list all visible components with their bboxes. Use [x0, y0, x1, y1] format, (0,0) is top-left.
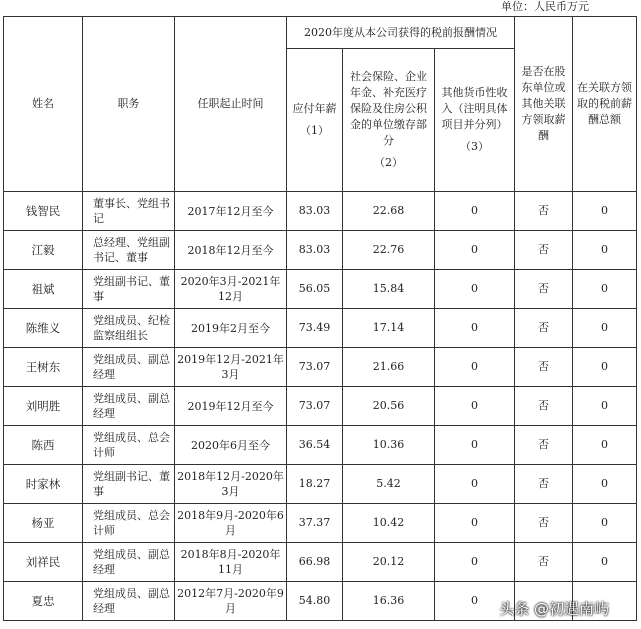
cell-term: 2020年6月至今 — [175, 426, 287, 465]
cell-term: 2019年2月至今 — [175, 309, 287, 348]
table-row — [4, 309, 637, 348]
watermark: 头条 @初遇南屿 — [499, 600, 609, 618]
cell-salary: 83.03 — [287, 192, 343, 231]
header-social — [343, 49, 435, 192]
cell-shareholder: 否 — [515, 192, 573, 231]
cell-term: 2018年12月-2020年3月 — [175, 465, 287, 504]
cell-salary: 56.05 — [287, 270, 343, 309]
header-salary — [287, 49, 343, 192]
cell-other: 0 — [435, 504, 515, 543]
cell-shareholder: 否 — [515, 543, 573, 582]
cell-name: 钱智民 — [4, 192, 83, 231]
cell-other: 0 — [435, 582, 515, 621]
cell-salary: 66.98 — [287, 543, 343, 582]
cell-term: 2020年3月-2021年12月 — [175, 270, 287, 309]
cell-shareholder: 否 — [515, 270, 573, 309]
cell-term: 2018年8月-2020年11月 — [175, 543, 287, 582]
cell-other: 0 — [435, 543, 515, 582]
cell-other: 0 — [435, 192, 515, 231]
cell-position: 党组成员、副总经理 — [83, 543, 175, 582]
cell-term: 2017年12月至今 — [175, 192, 287, 231]
table-row — [4, 465, 637, 504]
table-row — [4, 231, 637, 270]
table-row — [4, 192, 637, 231]
cell-social: 22.68 — [343, 192, 435, 231]
cell-shareholder: 否 — [515, 231, 573, 270]
cell-salary: 73.07 — [287, 348, 343, 387]
cell-other: 0 — [435, 465, 515, 504]
cell-salary: 83.03 — [287, 231, 343, 270]
cell-position: 党组成员、总会计师 — [83, 504, 175, 543]
cell-social: 10.36 — [343, 426, 435, 465]
cell-name: 江毅 — [4, 231, 83, 270]
cell-related: 0 — [573, 465, 637, 504]
cell-term: 2019年12月-2021年3月 — [175, 348, 287, 387]
cell-position: 党组副书记、董事 — [83, 270, 175, 309]
header-social-label: 社会保险、企业年金、补充医疗保险及住房公积金的单位缴存部分 — [350, 70, 427, 147]
header-term: 任职起止时间 — [175, 17, 287, 192]
header-salary-label: 应付年薪 — [292, 102, 337, 115]
header-other — [435, 49, 515, 192]
cell-social: 5.42 — [343, 465, 435, 504]
cell-position: 党组成员、副总经理 — [83, 348, 175, 387]
cell-name: 陈西 — [4, 426, 83, 465]
cell-related: 0 — [573, 231, 637, 270]
cell-related: 0 — [573, 543, 637, 582]
table-row — [4, 543, 637, 582]
header-name: 姓名 — [4, 17, 83, 192]
header-compensation-group: 2020年度从本公司获得的税前报酬情况 — [287, 17, 515, 49]
cell-shareholder: 否 — [515, 309, 573, 348]
cell-name: 王树东 — [4, 348, 83, 387]
header-related-pay: 在关联方领取的税前薪酬总额 — [573, 17, 637, 192]
cell-position: 党组成员、副总经理 — [83, 582, 175, 621]
cell-salary: 18.27 — [287, 465, 343, 504]
table-body — [4, 192, 637, 621]
cell-social: 22.76 — [343, 231, 435, 270]
cell-related: 0 — [573, 348, 637, 387]
cell-shareholder: 否 — [515, 426, 573, 465]
cell-salary: 37.37 — [287, 504, 343, 543]
cell-position: 董事长、党组书记 — [83, 192, 175, 231]
cell-salary: 54.80 — [287, 582, 343, 621]
cell-other: 0 — [435, 231, 515, 270]
cell-name: 时家林 — [4, 465, 83, 504]
cell-shareholder: 否 — [515, 465, 573, 504]
cell-position: 总经理、党组副书记、董事 — [83, 231, 175, 270]
header-salary-no: （1） — [300, 124, 329, 137]
cell-related: 0 — [573, 309, 637, 348]
unit-label: 单位：人民币万元 — [501, 0, 589, 13]
table-row — [4, 504, 637, 543]
cell-position: 党组成员、副总经理 — [83, 387, 175, 426]
table-row — [4, 426, 637, 465]
cell-salary: 73.49 — [287, 309, 343, 348]
table-row — [4, 387, 637, 426]
cell-other: 0 — [435, 387, 515, 426]
cell-social: 20.12 — [343, 543, 435, 582]
cell-related: 0 — [573, 426, 637, 465]
cell-related: 0 — [573, 192, 637, 231]
cell-term: 2018年12月至今 — [175, 231, 287, 270]
cell-social: 20.56 — [343, 387, 435, 426]
cell-position: 党组副书记、董事 — [83, 465, 175, 504]
cell-social: 17.14 — [343, 309, 435, 348]
cell-other: 0 — [435, 426, 515, 465]
cell-name: 刘祥民 — [4, 543, 83, 582]
cell-name: 刘明胜 — [4, 387, 83, 426]
cell-social: 21.66 — [343, 348, 435, 387]
cell-term: 2018年9月-2020年6月 — [175, 504, 287, 543]
header-position: 职务 — [83, 17, 175, 192]
cell-salary: 36.54 — [287, 426, 343, 465]
cell-other: 0 — [435, 270, 515, 309]
cell-position: 党组成员、纪检监察组组长 — [83, 309, 175, 348]
cell-social: 10.42 — [343, 504, 435, 543]
cell-term: 2012年7月-2020年9月 — [175, 582, 287, 621]
header-social-no: （2） — [374, 156, 403, 169]
cell-other: 0 — [435, 348, 515, 387]
table-header — [4, 17, 637, 192]
cell-social: 15.84 — [343, 270, 435, 309]
table-row — [4, 348, 637, 387]
cell-name: 陈维义 — [4, 309, 83, 348]
cell-salary: 73.07 — [287, 387, 343, 426]
cell-shareholder: 否 — [515, 504, 573, 543]
cell-related: 0 — [573, 270, 637, 309]
cell-social: 16.36 — [343, 582, 435, 621]
cell-shareholder: 否 — [515, 348, 573, 387]
table-row — [4, 270, 637, 309]
cell-name: 夏忠 — [4, 582, 83, 621]
cell-related: 0 — [573, 504, 637, 543]
cell-position: 党组成员、总会计师 — [83, 426, 175, 465]
compensation-table — [3, 16, 637, 621]
cell-name: 祖斌 — [4, 270, 83, 309]
header-shareholder-pay: 是否在股东单位或其他关联方领取薪酬 — [515, 17, 573, 192]
header-other-no: （3） — [460, 140, 489, 153]
cell-name: 杨亚 — [4, 504, 83, 543]
cell-shareholder: 否 — [515, 387, 573, 426]
cell-term: 2019年12月至今 — [175, 387, 287, 426]
header-other-label: 其他货币性收入（注明具体项目并分列） — [441, 86, 508, 131]
cell-other: 0 — [435, 309, 515, 348]
cell-related: 0 — [573, 387, 637, 426]
